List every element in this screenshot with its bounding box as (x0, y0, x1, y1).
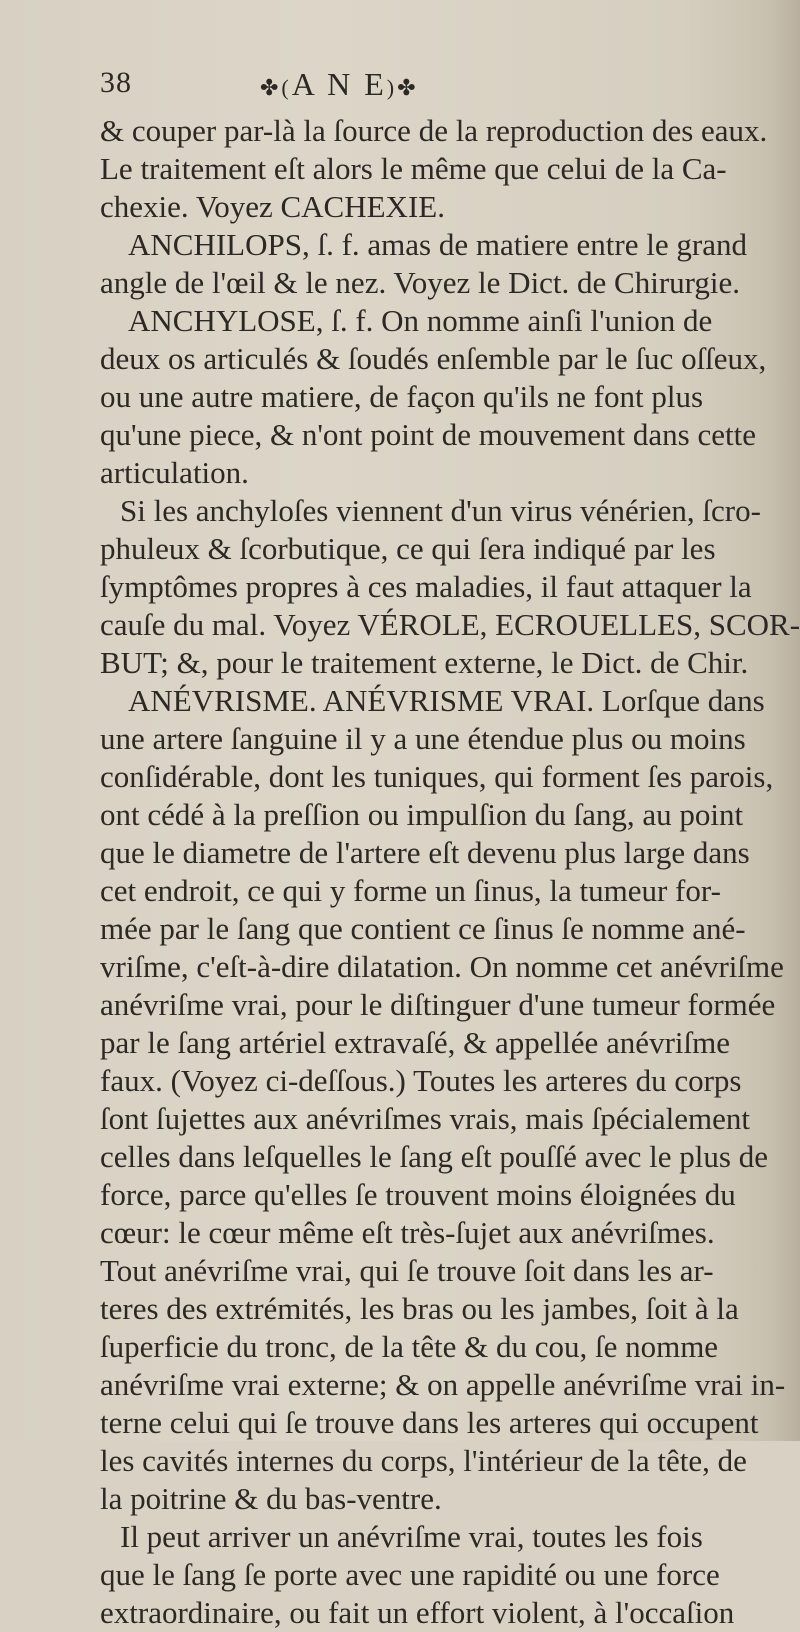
text-line: ſuperficie du tronc, de la tête & du cou, ſe nomme (100, 1329, 719, 1364)
entry-heading-anchylose: ANCHYLOSE, ſ. f. On nomme ainſi l'union de (128, 303, 713, 338)
text-line: teres des extrémités, les bras ou les jambes, ſoit à la (100, 1291, 739, 1326)
text-line: extraordinaire, ou fait un effort violent, à l'occaſion (100, 1595, 735, 1630)
text-line: vriſme, c'eſt-à-dire dilatation. On nomme cet anévriſme (100, 949, 784, 984)
entry-heading-anchilops: ANCHILOPS, ſ. f. amas de matiere entre le grand (128, 227, 747, 262)
paragraph-start: Si les anchyloſes viennent d'un virus vénérien, ſcro- (120, 493, 761, 528)
entry-heading-anevrisme: ANÉVRISME. ANÉVRISME VRAI. Lorſque dans (128, 683, 765, 718)
text-line: cœur: le cœur même eſt très-ſujet aux anévriſmes. (100, 1215, 715, 1250)
text-line: anévriſme vrai, pour le diſtinguer d'une tumeur formée (100, 987, 776, 1022)
text-line: cauſe du mal. Voyez VÉROLE, ECROUELLES, SCOR- (100, 607, 800, 642)
ornament-right-icon: )✤ (386, 75, 419, 100)
text-line: BUT; &, pour le traitement externe, le Dict. de Chir. (100, 645, 749, 680)
text-line: cet endroit, ce qui y forme un ſinus, la tumeur for- (100, 873, 721, 908)
body-text (100, 112, 800, 1632)
text-line: celles dans leſquelles le ſang eſt pouſſé avec le plus de (100, 1139, 768, 1174)
text-line: qu'une piece, & n'ont point de mouvement dans cette (100, 417, 756, 452)
text-line: faux. (Voyez ci-deſſous.) Toutes les arteres du corps (100, 1063, 742, 1098)
text-line: articulation. (100, 455, 249, 490)
text-line: angle de l'œil & le nez. Voyez le Dict. de Chirurgie. (100, 265, 741, 300)
text-line: phuleux & ſcorbutique, ce qui ſera indiqué par les (100, 531, 716, 566)
text-line: ſymptômes propres à ces maladies, il faut attaquer la (100, 569, 752, 604)
text-line: mée par le ſang que contient ce ſinus ſe nomme ané- (100, 911, 746, 946)
text-line: ou une autre matiere, de façon qu'ils ne font plus (100, 379, 704, 414)
text-line: par le ſang artériel extravaſé, & appellée anévriſme (100, 1025, 730, 1060)
running-head-word: A N E (291, 66, 387, 102)
text-line: une artere ſanguine il y a une étendue plus ou moins (100, 721, 746, 756)
text-line: ſont ſujettes aux anévriſmes vrais, mais ſpécialement (100, 1101, 750, 1136)
text-line: Le traitement eſt alors le même que celui de la Ca- (100, 151, 727, 186)
text-line: ont cédé à la preſſion ou impulſion du ſang, au point (100, 797, 744, 832)
text-line: chexie. Voyez CACHEXIE. (100, 189, 445, 224)
text-line: & couper par-là la ſource de la reproduction des eaux. (100, 113, 768, 148)
page-header (100, 66, 740, 110)
text-line: force, parce qu'elles ſe trouvent moins éloignées du (100, 1177, 736, 1212)
page-number: 38 (100, 66, 132, 99)
text-line: conſidérable, dont les tuniques, qui forment ſes parois, (100, 759, 774, 794)
text-line: terne celui qui ſe trouve dans les arteres qui occupent (100, 1405, 759, 1440)
text-line: les cavités internes du corps, l'intérieur de la tête, de (100, 1443, 747, 1478)
text-line: que le ſang ſe porte avec une rapidité ou une force (100, 1557, 720, 1592)
text-line: que le diametre de l'artere eſt devenu plus large dans (100, 835, 750, 870)
text-line: anévriſme vrai externe; & on appelle anévriſme vrai in- (100, 1367, 786, 1402)
text-line: deux os articulés & ſoudés enſemble par le ſuc oſſeux, (100, 341, 767, 376)
text-line: la poitrine & du bas-ventre. (100, 1481, 442, 1516)
paragraph-start: Il peut arriver un anévriſme vrai, toutes les fois (120, 1519, 703, 1554)
running-head (260, 66, 419, 103)
ornament-left-icon: ✤( (260, 75, 292, 100)
text-line: Tout anévriſme vrai, qui ſe trouve ſoit dans les ar- (100, 1253, 714, 1288)
